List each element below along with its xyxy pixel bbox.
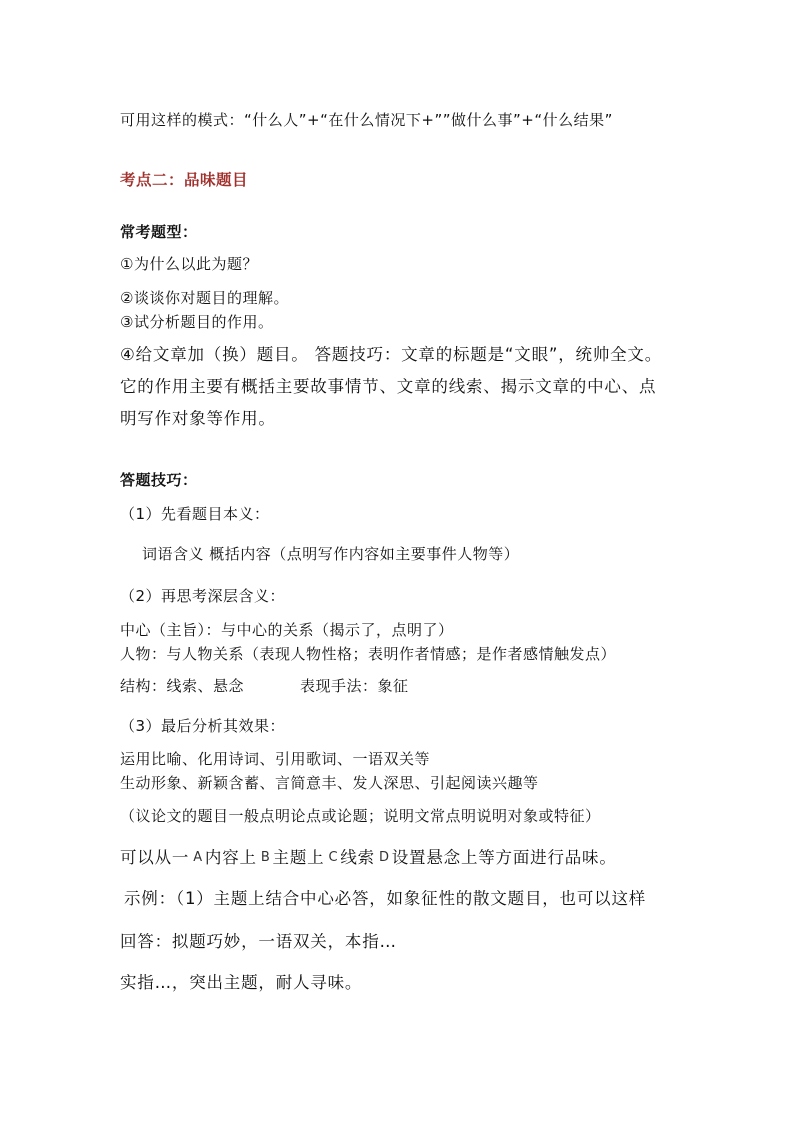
heading-common-questions: 常考题型：	[120, 223, 198, 241]
aspect-c: 线索	[340, 848, 375, 867]
step-3: （3）最后分析其效果：	[120, 717, 286, 735]
question-4: ④给文章加（换）题目。 答题技巧：文章的标题是“文眼”，统帅全文。	[120, 345, 663, 364]
step-2-character: 人物：与人物关系（表现人物性格；表明作者情感；是作者感情触发点）	[120, 645, 617, 663]
section-title-kaodian2: 考点二：品味题目	[120, 171, 249, 189]
question-1: ①为什么以此为题？	[120, 255, 258, 273]
example-line-1: 示例：（1）主题上结合中心必答，如象征性的散文题目，也可以这样	[124, 889, 647, 908]
question-3: ③试分析题目的作用。	[120, 313, 274, 331]
aspects-prefix: 可以从一	[120, 848, 190, 867]
step-1-detail: 词语含义 概括内容（点明写作内容如主要事件人物等）	[142, 545, 520, 563]
aspect-d: 设置悬念上等方面进行品味。	[391, 848, 617, 867]
aspect-a: 内容上	[204, 848, 257, 867]
step-3-effects: 生动形象、新颖含蓄、言简意丰、发人深思、引起阅读兴趣等	[120, 774, 539, 792]
pattern-line: 可用这样的模式：“什么人”+“在什么情况下+””做什么事”+“什么结果”	[120, 111, 613, 129]
marker-d: D	[378, 850, 390, 865]
marker-c: C	[328, 850, 339, 865]
step-3-methods: 运用比喻、化用诗词、引用歌词、一语双关等	[120, 750, 431, 768]
aspects-line	[120, 848, 617, 868]
step-2-center: 中心（主旨）：与中心的关系（揭示了，点明了）	[120, 621, 454, 639]
marker-a: A	[193, 850, 203, 865]
step-1: （1）先看题目本义：	[120, 505, 270, 523]
example-line-2: 回答：拟题巧妙，一语双关，本指…	[120, 932, 397, 951]
question-4-cont-1: 它的作用主要有概括主要故事情节、文章的线索、揭示文章的中心、点	[120, 377, 657, 396]
heading-answer-tips: 答题技巧：	[120, 471, 198, 489]
step-2: （2）再思考深层含义：	[120, 587, 286, 605]
step-2-technique: 表现手法：象征	[300, 677, 409, 695]
marker-b: B	[260, 850, 271, 865]
aspect-b: 主题上	[272, 848, 325, 867]
question-2: ②谈谈你对题目的理解。	[120, 289, 289, 307]
step-3-note: （议论文的题目一般点明论点或论题；说明文常点明说明对象或特征）	[120, 807, 601, 825]
question-4-cont-2: 明写作对象等作用。	[120, 409, 276, 428]
example-line-3: 实指…，突出主题，耐人寻味。	[120, 973, 363, 992]
step-2-structure: 结构：线索、悬念	[120, 677, 245, 695]
